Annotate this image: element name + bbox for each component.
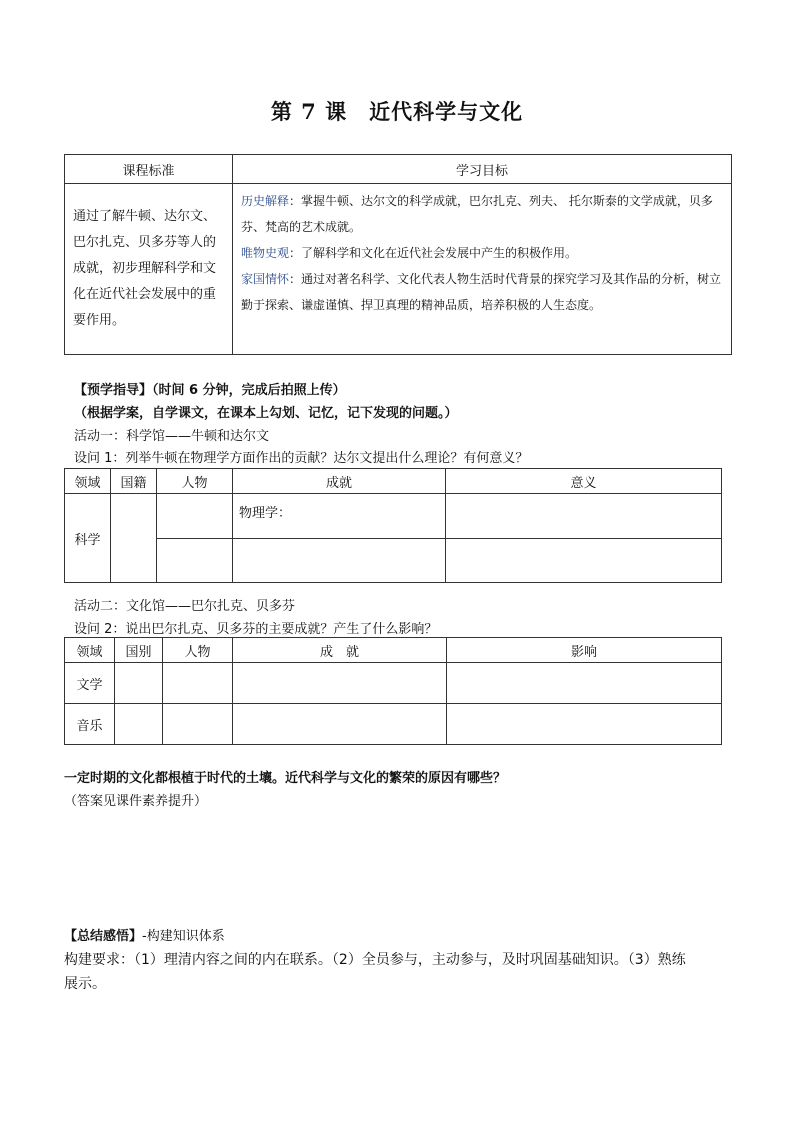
question-1: 设问 1：列举牛顿在物理学方面作出的贡献？达尔文提出什么理论？有何意义？ [74, 451, 529, 466]
col-header: 意义 [446, 469, 722, 494]
answer-note: （答案见课件素养提升） [64, 794, 208, 809]
col-header: 领域 [65, 638, 115, 663]
person-cell[interactable] [163, 704, 233, 745]
goal-item [241, 240, 723, 266]
goal-text: ：通过对著名科学、文化代表人物生活时代背景的探究学习及其作品的分析，树立勤于探索、谦虚谨慎、捍卫真理的精神品质，培养积极的人生态度。 [241, 272, 722, 312]
field-cell: 科学 [65, 494, 111, 583]
requirement-line: 展示。 [64, 976, 106, 992]
header-goals: 学习目标 [233, 155, 732, 184]
goal-label: 唯物史观 [241, 246, 290, 260]
physics-achievement-cell[interactable]: 物理学： [233, 494, 446, 539]
activity-1: 活动一：科学馆——牛顿和达尔文 [74, 429, 270, 444]
col-header: 国别 [115, 638, 163, 663]
goals-table [64, 154, 732, 355]
country-cell[interactable] [115, 704, 163, 745]
question-2: 设问 2：说出巴尔扎克、贝多芬的主要成就？产生了什么影响？ [74, 622, 438, 637]
goal-item [241, 188, 723, 240]
significance-cell[interactable] [446, 494, 722, 539]
goal-label: 家国情怀 [241, 272, 290, 286]
summary-label: 【总结感悟】 [64, 929, 143, 944]
preview-heading-note: （时间 6 分钟，完成后拍照上传） [152, 383, 346, 398]
culture-question: 一定时期的文化都根植于时代的土壤。近代科学与文化的繁荣的原因有哪些？ [64, 771, 507, 786]
person-cell[interactable] [157, 494, 233, 539]
col-header: 人物 [163, 638, 233, 663]
influence-cell[interactable] [447, 663, 722, 704]
goal-item [241, 266, 723, 318]
col-header: 国籍 [111, 469, 157, 494]
achievement-cell[interactable] [233, 704, 447, 745]
page-title: 第 7 课 近代科学与文化 [270, 99, 524, 124]
preview-heading [74, 379, 346, 398]
col-header: 成就 [233, 469, 446, 494]
col-header: 人物 [157, 469, 233, 494]
field-cell: 音乐 [65, 704, 115, 745]
header-standard: 课程标准 [65, 155, 233, 184]
goal-label: 历史解释 [241, 194, 290, 208]
preview-heading-label: 【预学指导】 [74, 383, 153, 398]
person-cell[interactable] [157, 539, 233, 583]
col-header: 成 就 [233, 638, 447, 663]
field-cell: 文学 [65, 663, 115, 704]
summary-requirements [64, 948, 734, 996]
col-header: 领域 [65, 469, 111, 494]
science-table [64, 468, 722, 583]
activity-2: 活动二：文化馆——巴尔扎克、贝多芬 [74, 599, 296, 614]
achievement-cell[interactable] [233, 663, 447, 704]
summary-heading [64, 925, 225, 944]
preview-instruction: （根据学案，自学课文，在课本上勾划、记忆，记下发现的问题。） [74, 406, 458, 421]
achievement-cell[interactable] [233, 539, 446, 583]
goal-text: ：了解科学和文化在近代社会发展中产生的积极作用。 [289, 246, 578, 260]
influence-cell[interactable] [447, 704, 722, 745]
course-standard: 通过了解牛顿、达尔文、巴尔扎克、贝多芬等人的成就，初步理解科学和文化在近代社会发展中的重要作用。 [65, 184, 233, 355]
learning-goals [233, 184, 732, 355]
goal-text: ：掌握牛顿、达尔文的科学成就，巴尔扎克、列夫、 托尔斯泰的文学成就，贝多芬、梵高的艺术成就。 [241, 194, 713, 234]
nationality-cell[interactable] [111, 494, 157, 583]
col-header: 影响 [447, 638, 722, 663]
summary-suffix: -构建知识体系 [142, 929, 225, 944]
culture-table [64, 637, 722, 745]
significance-cell[interactable] [446, 539, 722, 583]
person-cell[interactable] [163, 663, 233, 704]
requirement-line: 构建要求：（1）理清内容之间的内在联系。（2）全员参与，主动参与，及时巩固基础知识。（3）熟练 [64, 952, 686, 968]
country-cell[interactable] [115, 663, 163, 704]
